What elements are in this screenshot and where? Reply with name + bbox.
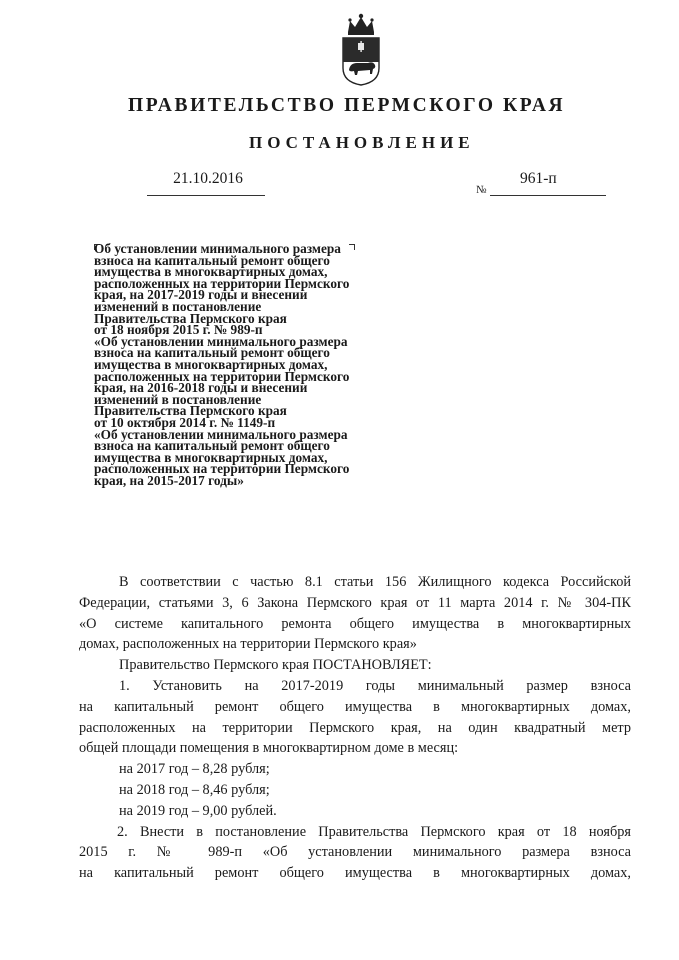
body-line: домах, расположенных на территории Пермского края» (79, 636, 417, 653)
document-number-field (476, 170, 606, 200)
subject-line: Правительства Пермского края (94, 310, 287, 326)
body-line: на капитальный ремонт общего имущества в многоквартирных домах, (79, 698, 631, 715)
body-line: Федерации, статьями 3, 6 Закона Пермского края от 11 марта 2014 г. № 304-ПК (79, 594, 631, 611)
subject-line: имущества в многоквартирных домах, (94, 264, 328, 280)
number-sign: № (476, 184, 487, 196)
subject-line: Об установлении минимального размера (94, 241, 341, 256)
organization-title: ПРАВИТЕЛЬСТВО ПЕРМСКОГО КРАЯ (128, 95, 566, 116)
subject-line: расположенных на территории Пермского (94, 368, 350, 384)
subject-line: от 18 ноября 2015 г. № 989-п (94, 322, 263, 338)
rate-item: на 2018 год – 8,46 рубля; (119, 781, 270, 798)
resolution-line: Правительство Пермского края ПОСТАНОВЛЯЕТ: (119, 657, 432, 674)
subject-line: расположенных на территории Пермского (94, 461, 350, 477)
body-line: 2015 г. № 989-п «Об установлении минимального размера взноса (79, 844, 631, 861)
number-underline (490, 195, 606, 196)
body-line: 1. Установить на 2017-2019 годы минимальный размер взноса (119, 677, 631, 694)
subject-line: имущества в многоквартирных домах, (94, 356, 328, 372)
subject-line: изменений в постановление (94, 391, 262, 407)
body-line: 2. Внести в постановление Правительства Пермского края от 18 ноября (117, 823, 631, 840)
body-line: расположенных на территории Пермского края, на один квадратный метр (79, 719, 631, 736)
body-line: В соответствии с частью 8.1 статьи 156 Жилищного кодекса Российской (119, 574, 631, 590)
subject-line: края, на 2016-2018 годы и внесении (94, 380, 308, 396)
document-type: ПОСТАНОВЛЕНИЕ (249, 133, 475, 152)
document-date-field (147, 170, 265, 188)
document-date: 21.10.2016 (173, 170, 243, 187)
subject-line: края, на 2015-2017 годы» (94, 472, 244, 488)
subject-line: имущества в многоквартирных домах, (94, 449, 328, 465)
date-underline (147, 195, 265, 196)
document-body (79, 572, 631, 884)
subject-line: расположенных на территории Пермского (94, 275, 350, 291)
document-number: 961-п (520, 170, 557, 187)
body-line: «О системе капитального ремонта общего имущества в многоквартирных (79, 615, 631, 632)
subject-line: взноса на капитальный ремонт общего (94, 252, 330, 268)
document-subject (94, 243, 424, 486)
subject-line: Правительства Пермского края (94, 403, 287, 419)
subject-line: взноса на капитальный ремонт общего (94, 345, 330, 361)
perm-krai-coat-of-arms-icon (340, 12, 382, 86)
rate-item: на 2017 год – 8,28 рубля; (119, 761, 270, 778)
subject-line: взноса на капитальный ремонт общего (94, 438, 330, 454)
subject-line: «Об установлении минимального размера (94, 426, 348, 442)
body-line: на капитальный ремонт общего имущества в многоквартирных домах, (79, 865, 631, 882)
subject-line: «Об установлении минимального размера (94, 333, 348, 349)
body-line: общей площади помещения в многоквартирном доме в месяц: (79, 740, 459, 757)
subject-line: от 10 октября 2014 г. № 1149-п (94, 414, 276, 430)
rate-item: на 2019 год – 9,00 рублей. (119, 802, 277, 819)
subject-line: края, на 2017-2019 годы и внесении (94, 287, 308, 303)
subject-line: изменений в постановление (94, 298, 262, 314)
